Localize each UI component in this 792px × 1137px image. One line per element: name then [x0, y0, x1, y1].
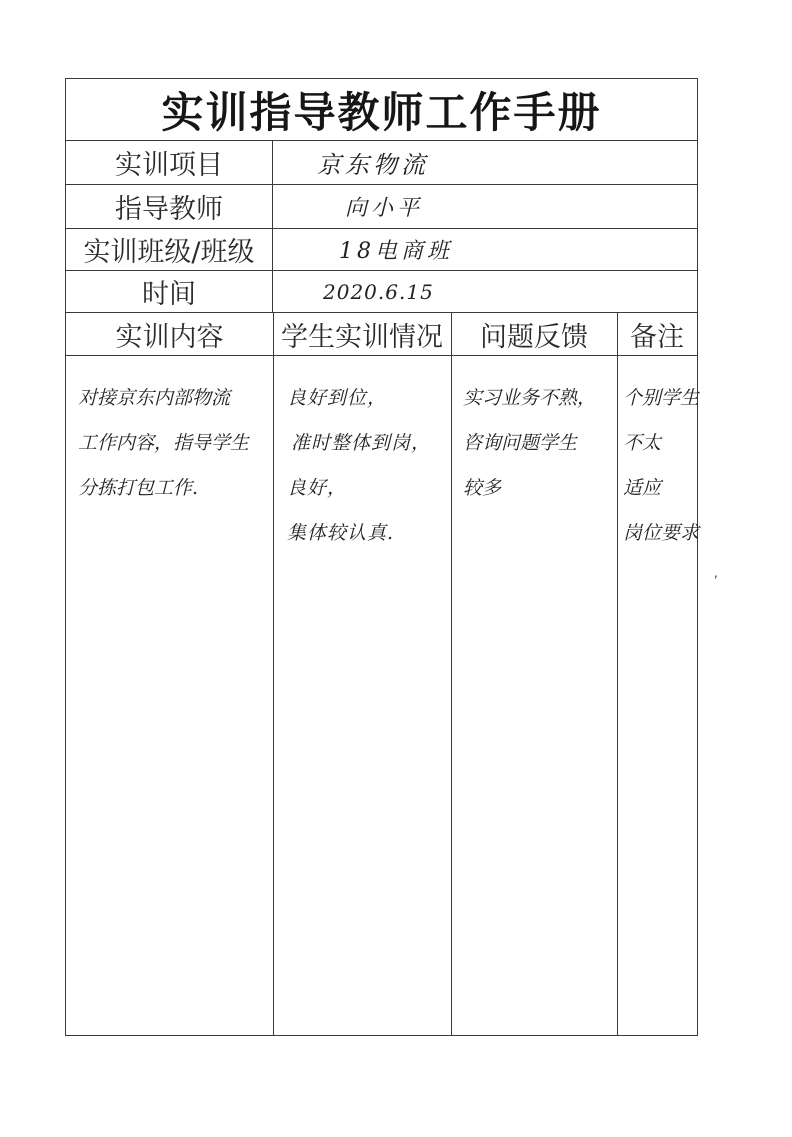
cell-feedback	[451, 356, 617, 1035]
handwritten-line: 良好，	[287, 477, 348, 499]
column-header-training-content: 实训内容	[115, 321, 224, 353]
field-value-teacher: 向小平	[345, 196, 424, 221]
handwritten-line: 工作内容，指导学生	[78, 432, 250, 454]
table-header-row	[66, 313, 697, 356]
handwritten-line: 准时整体到岗，	[291, 432, 432, 454]
handwritten-line: 集体较认真.	[287, 522, 395, 544]
work-manual-form	[65, 78, 698, 1036]
field-row-teacher	[66, 185, 697, 229]
cell-student-situation	[273, 356, 451, 1035]
field-label-time: 时间	[66, 271, 273, 312]
form-title: 实训指导教师工作手册	[66, 79, 697, 141]
column-header-student-situation: 学生实训情况	[281, 321, 443, 353]
cell-remarks	[617, 356, 700, 1035]
field-row-project	[66, 141, 697, 185]
field-row-time	[66, 271, 697, 313]
handwritten-line: 个别学生	[623, 387, 700, 409]
handwritten-line: 对接京东内部物流	[78, 387, 231, 409]
field-label-project: 实训项目	[66, 141, 273, 184]
column-header-feedback: 问题反馈	[480, 321, 588, 353]
field-row-class	[66, 229, 697, 271]
cell-training-content	[66, 356, 273, 1035]
stray-pen-mark: ,	[714, 566, 718, 580]
field-value-time: 2020.6.15	[323, 279, 434, 304]
field-label-class: 实训班级/班级	[66, 229, 273, 270]
handwritten-line: 适应	[623, 477, 662, 499]
handwritten-line: 较多	[463, 477, 502, 499]
handwritten-line: 实习业务不熟，	[463, 387, 597, 409]
field-value-class: 18电商班	[339, 239, 453, 264]
field-value-project: 京东物流	[317, 151, 429, 179]
handwritten-line: 不太	[623, 432, 662, 454]
handwritten-line: 岗位要求	[623, 522, 700, 544]
field-label-teacher: 指导教师	[66, 185, 273, 228]
handwritten-line: 分拣打包工作.	[78, 477, 199, 499]
handwritten-line: 咨询问题学生	[463, 432, 578, 454]
column-header-remarks: 备注	[630, 321, 684, 353]
handwritten-line: 良好到位，	[287, 387, 388, 409]
